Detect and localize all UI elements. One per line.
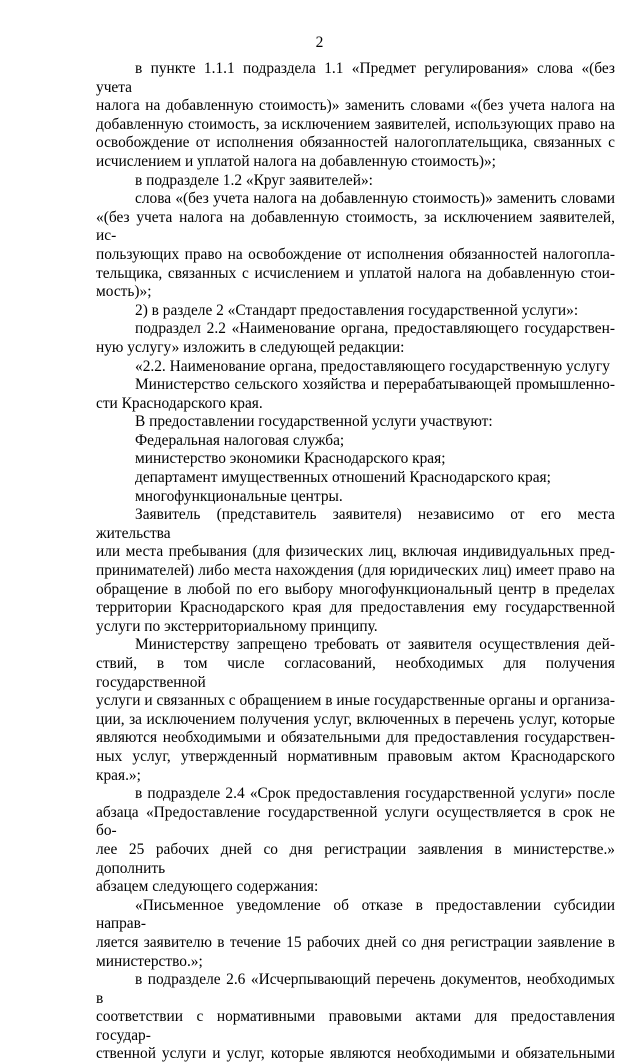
text-line: слова «(без учета налога на добавленную стоимость)» заменить словами: [135, 190, 615, 208]
text-line: министерство экономики Краснодарского края;: [135, 450, 446, 468]
text-line: ствий, в том числе согласований, необходимых для получения государственной: [96, 655, 615, 691]
text-line: ляется заявителю в течение 15 рабочих дней со дня регистрации заявление в: [96, 933, 615, 951]
text-line: ную услугу» изложить в следующей редакции:: [96, 338, 405, 356]
text-line: департамент имущественных отношений Краснодарского края;: [135, 469, 551, 487]
text-line: Министерству запрещено требовать от заявителя осуществления дей-: [135, 636, 615, 654]
text-line: «(без учета налога на добавленную стоимость, за исключением заявителей, ис-: [96, 208, 615, 245]
text-line: услуги и связанных с обращением в иные государственные органы и организа-: [96, 692, 615, 710]
text-line: тельщика, связанных с исчислением и уплатой налога на добавленную стои-: [96, 264, 615, 282]
text-line: Заявитель (представитель заявителя) независимо от его места жительства: [96, 506, 615, 542]
text-line: в подразделе 2.4 «Срок предоставления государственной услуги» после: [135, 785, 615, 803]
text-line: ции, за исключением получения услуг, включенных в перечень услуг, которые: [96, 710, 615, 728]
text-line: обращение в любой по его выбору многофункциональный центр в пределах: [96, 580, 615, 598]
page-number: 2: [315, 34, 324, 51]
text-line: являются необходимыми и обязательными для предоставления государствен-: [96, 729, 615, 747]
text-line: или места пребывания (для физических лиц, включая индивидуальных пред-: [96, 543, 615, 561]
text-line: лее 25 рабочих дней со дня регистрации заявления в министерстве.» дополнить: [96, 840, 615, 877]
text-line: абзацем следующего содержания:: [96, 878, 319, 896]
text-line: в подразделе 1.2 «Круг заявителей»:: [135, 171, 373, 189]
text-line: принимателей) либо места нахождения (для юридических лиц) имеет право на: [96, 562, 615, 580]
text-line: в пункте 1.1.1 подраздела 1.1 «Предмет регулирования» слова «(без учета: [96, 60, 615, 96]
text-line: подраздел 2.2 «Наименование органа, предоставляющего государствен-: [135, 320, 615, 338]
text-line: территории Краснодарского края для предоставления ему государственной: [96, 599, 615, 617]
text-line: в подразделе 2.6 «Исчерпывающий перечень документов, необходимых в: [96, 971, 615, 1007]
text-line: многофункциональные центры.: [135, 487, 343, 505]
text-line: мость)»;: [96, 283, 152, 301]
text-line: «2.2. Наименование органа, предоставляющего государственную услугу: [135, 357, 610, 375]
text-line: услуги по экстерриториальному принципу.: [96, 617, 378, 635]
text-line: ственной услуги и услуг, которые являются необходимыми и обязательными: [96, 1045, 615, 1063]
text-line: соответствии с нормативными правовыми актами для предоставления государ-: [96, 1008, 615, 1044]
document-body: [96, 60, 615, 1064]
text-line: Министерство сельского хозяйства и перерабатывающей промышленно-: [135, 376, 615, 394]
text-line: министерство.»;: [96, 952, 203, 970]
text-line: пользующих право на освобождение от исполнения обязанностей налогопла-: [96, 245, 615, 263]
text-line: ных услуг, утвержденный нормативным правовым актом Краснодарского: [96, 747, 615, 765]
text-line: 2) в разделе 2 «Стандарт предоставления государственной услуги»:: [135, 301, 579, 319]
text-line: В предоставлении государственной услуги участвуют:: [135, 413, 493, 431]
text-line: освобождение от исполнения обязанностей налогоплательщика, связанных с: [96, 134, 615, 152]
text-line: Федеральная налоговая служба;: [135, 431, 345, 449]
text-line: добавленную стоимость, за исключением заявителей, использующих право на: [96, 115, 615, 133]
text-line: исчислением и уплатой налога на добавленную стоимость)»;: [96, 152, 496, 170]
text-line: абзаца «Предоставление государственной услуги осуществляется в срок не бо-: [96, 803, 615, 840]
text-line: «Письменное уведомление об отказе в предоставлении субсидии направ-: [96, 896, 615, 933]
text-line: сти Краснодарского края.: [96, 394, 263, 412]
text-line: налога на добавленную стоимость)» заменить словами «(без учета налога на: [96, 97, 615, 115]
text-line: края.»;: [96, 766, 141, 784]
